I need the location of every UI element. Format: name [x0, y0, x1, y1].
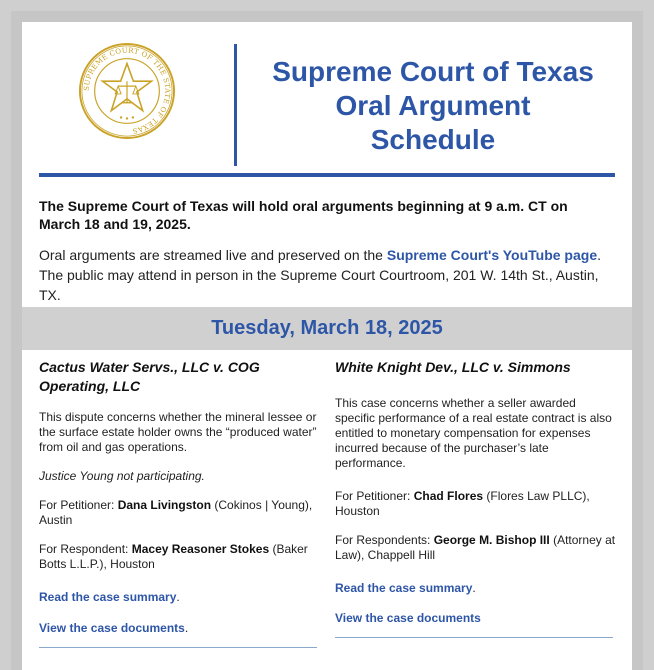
view-case-documents-link[interactable]: View the case documents [335, 611, 481, 625]
case-divider [39, 647, 317, 648]
respondent-name: Macey Reasoner Stokes [131, 542, 270, 556]
respondent-counsel: For Respondent: Macey Reasoner Stokes (Baker Botts L.L.P.), Houston [39, 542, 308, 571]
case-title: White Knight Dev., LLC v. Simmons [335, 359, 571, 375]
read-case-summary-link[interactable]: Read the case summary [335, 581, 473, 595]
case-title: Cactus Water Servs., LLC v. COG Operating, LLC [39, 359, 260, 394]
header-rule [39, 173, 615, 177]
petitioner-counsel: For Petitioner: Chad Flores (Flores Law PLLC), Houston [335, 489, 590, 518]
case-column-cactus [39, 358, 321, 648]
page-title [258, 55, 608, 157]
header-divider [234, 44, 237, 166]
header [22, 22, 632, 172]
texas-supreme-court-seal-icon [78, 42, 176, 140]
svg-text:SUPREME COURT OF THE STATE OF: SUPREME COURT OF THE STATE OF TEXAS [81, 45, 173, 136]
respondent-name: George M. Bishop III [433, 533, 550, 547]
case-column-white-knight [335, 358, 617, 638]
intro-text-rest: . The public may attend in person in the Supreme Court Courtroom, 201 W. 14th St., Austin, TX. [39, 247, 601, 303]
intro-paragraph [39, 245, 619, 305]
title-line-1: Supreme Court of Texas [272, 56, 594, 87]
petitioner-name: Chad Flores [413, 489, 484, 503]
petitioner-counsel: For Petitioner: Dana Livingston (Cokinos | Young), Austin [39, 498, 313, 527]
read-case-summary-link[interactable]: Read the case summary [39, 590, 177, 604]
email-frame [11, 11, 643, 670]
youtube-link[interactable]: Supreme Court's YouTube page [386, 247, 598, 263]
documents-link-line [335, 611, 617, 626]
intro-announcement: The Supreme Court of Texas will hold oral arguments beginning at 9 a.m. CT on March 18 and 19, 2025. [39, 198, 568, 232]
recusal-note: Justice Young not participating. [39, 469, 205, 483]
petitioner-name: Dana Livingston [117, 498, 212, 512]
view-case-documents-link[interactable]: View the case documents [39, 621, 185, 635]
title-line-3: Schedule [370, 124, 496, 155]
documents-link-line: View the case documents. [39, 621, 189, 635]
summary-link-line: Read the case summary. [335, 581, 476, 595]
newsletter-card [22, 22, 632, 670]
respondent-counsel: For Respondents: George M. Bishop III (Attorney at Law), Chappell Hill [335, 533, 616, 562]
title-line-2: Oral Argument [335, 90, 531, 121]
case-summary-text: This dispute concerns whether the mineral lessee or the surface estate holder owns the “produced water” from oil and gas operations. [39, 410, 317, 454]
summary-link-line: Read the case summary. [39, 590, 180, 604]
day-heading: Tuesday, March 18, 2025 [22, 307, 632, 350]
case-summary-text: This case concerns whether a seller awarded specific performance of a real estate contract is also entitled to monetary compensation for expenses incurred because of the purchaser’s late performance. [335, 396, 612, 470]
intro-text: Oral arguments are streamed live and preserved on the [39, 247, 387, 263]
case-divider [335, 637, 613, 638]
